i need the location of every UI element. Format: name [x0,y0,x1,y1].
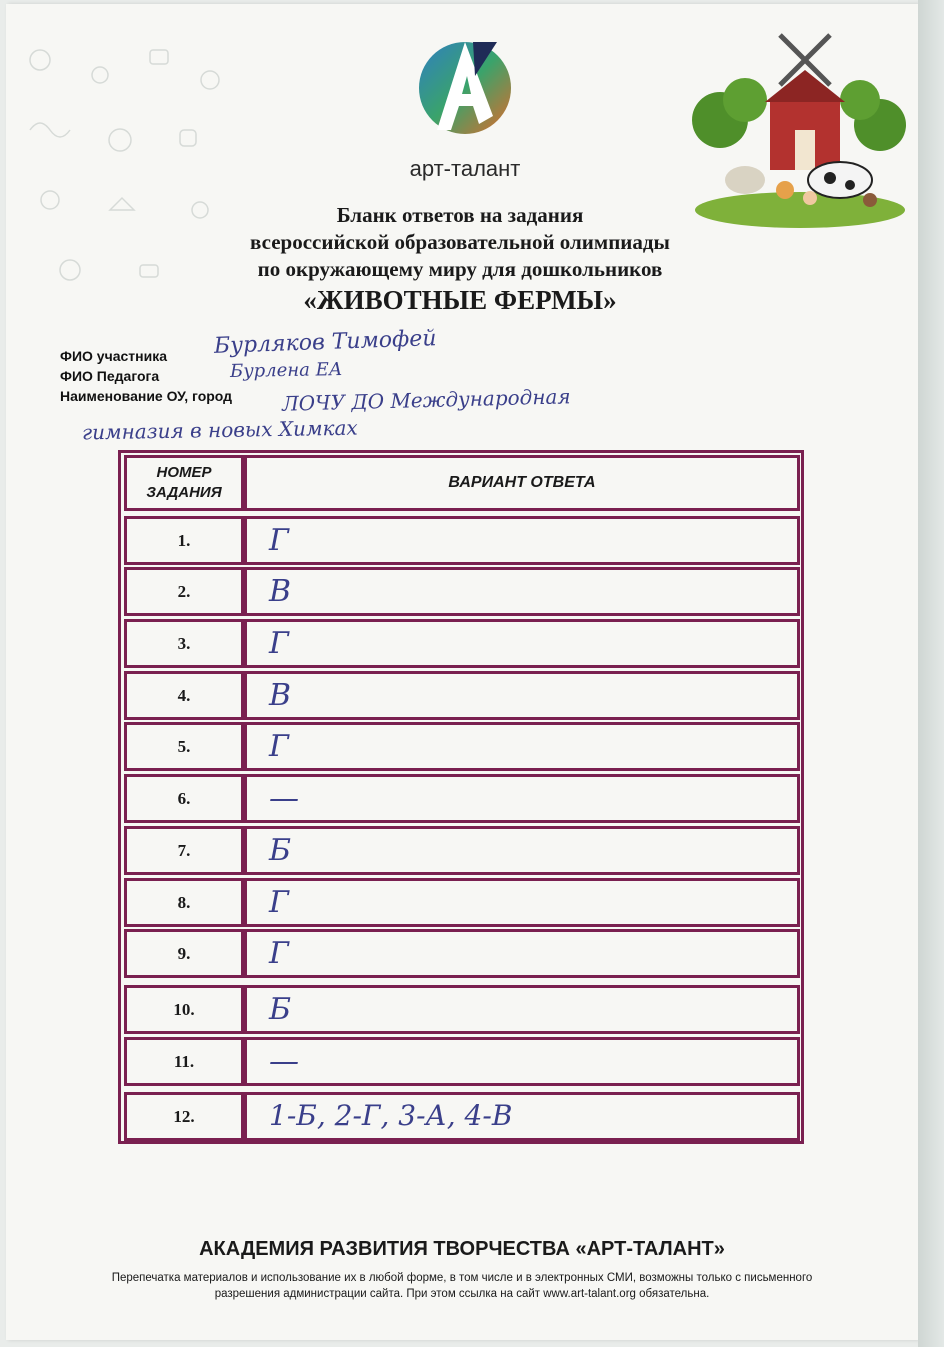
school-label: Наименование ОУ, город [60,388,233,404]
answer-cell[interactable] [244,929,800,978]
task-number-cell: 2. [124,567,244,616]
title-line-1: Бланк ответов на задания [336,203,584,227]
title-line-2: всероссийской образовательной олимпиады [250,230,670,254]
task-number-cell: 4. [124,671,244,720]
answer-value: В [269,678,292,713]
participant-value[interactable]: Бурляков Тимофей [213,326,437,359]
answer-cell[interactable] [244,671,800,720]
footer-title: АКАДЕМИЯ РАЗВИТИЯ ТВОРЧЕСТВА «АРТ-ТАЛАНТ» [199,1238,725,1260]
task-number-cell: 6. [124,774,244,823]
answer-value: — [269,1044,299,1079]
teacher-value[interactable]: Бурлена ЕА [229,359,343,382]
task-number-cell: 9. [124,929,244,978]
answer-value: 1-Б, 2-Г, 3-А, 4-В [269,1099,513,1132]
task-number-cell: 8. [124,878,244,927]
brand-name: арт-талант [409,156,521,181]
answer-cell[interactable] [244,826,800,875]
art-talant-logo-icon [415,36,515,136]
school-value-line-2[interactable]: гимназия в новых Химках [81,415,358,445]
title-line-4: «ЖИВОТНЫЕ ФЕРМЫ» [303,285,617,315]
answer-value: Г [269,936,289,971]
answer-cell[interactable] [244,1037,800,1086]
answer-value: — [269,781,299,816]
page-title [120,202,800,317]
answer-value: В [269,574,292,609]
answer-value: Б [269,992,292,1027]
task-number-cell: 3. [124,619,244,668]
teacher-label: ФИО Педагога [60,368,160,384]
answer-value: Г [269,626,289,661]
answer-cell[interactable] [244,878,800,927]
answer-value: Б [269,833,292,868]
answer-value: Г [269,729,289,764]
task-number-cell: 1. [124,516,244,565]
answer-cell[interactable] [244,774,800,823]
school-value-line-1[interactable]: ЛОЧУ ДО Международная [281,384,571,416]
answer-cell[interactable] [244,516,800,565]
answer-cell[interactable] [244,985,800,1034]
task-number-cell: 7. [124,826,244,875]
task-number-cell: 12. [124,1092,244,1141]
header-task-number: НОМЕР ЗАДАНИЯ [124,455,244,511]
background-edge [918,0,944,1347]
answer-cell[interactable] [244,722,800,771]
answer-value: Г [269,523,289,558]
participant-fields [60,346,232,406]
footer-note: Перепечатка материалов и использование их в любой форме, в том числе и в электронных СМИ, возможны только с письменного разрешения администрации сайта. При этом ссылка на сайт www.art-talant.org обязательна. [111,1272,813,1300]
answer-cell[interactable] [244,1092,800,1141]
task-number-cell: 10. [124,985,244,1034]
title-line-3: по окружающему миру для дошкольников [257,257,663,281]
participant-label: ФИО участника [60,348,167,364]
answer-cell[interactable] [244,619,800,668]
answer-cell[interactable] [244,567,800,616]
farm-illustration [690,30,910,230]
answer-value: Г [269,885,289,920]
task-number-cell: 5. [124,722,244,771]
header-answer: ВАРИАНТ ОТВЕТА [244,455,800,511]
task-number-cell: 11. [124,1037,244,1086]
